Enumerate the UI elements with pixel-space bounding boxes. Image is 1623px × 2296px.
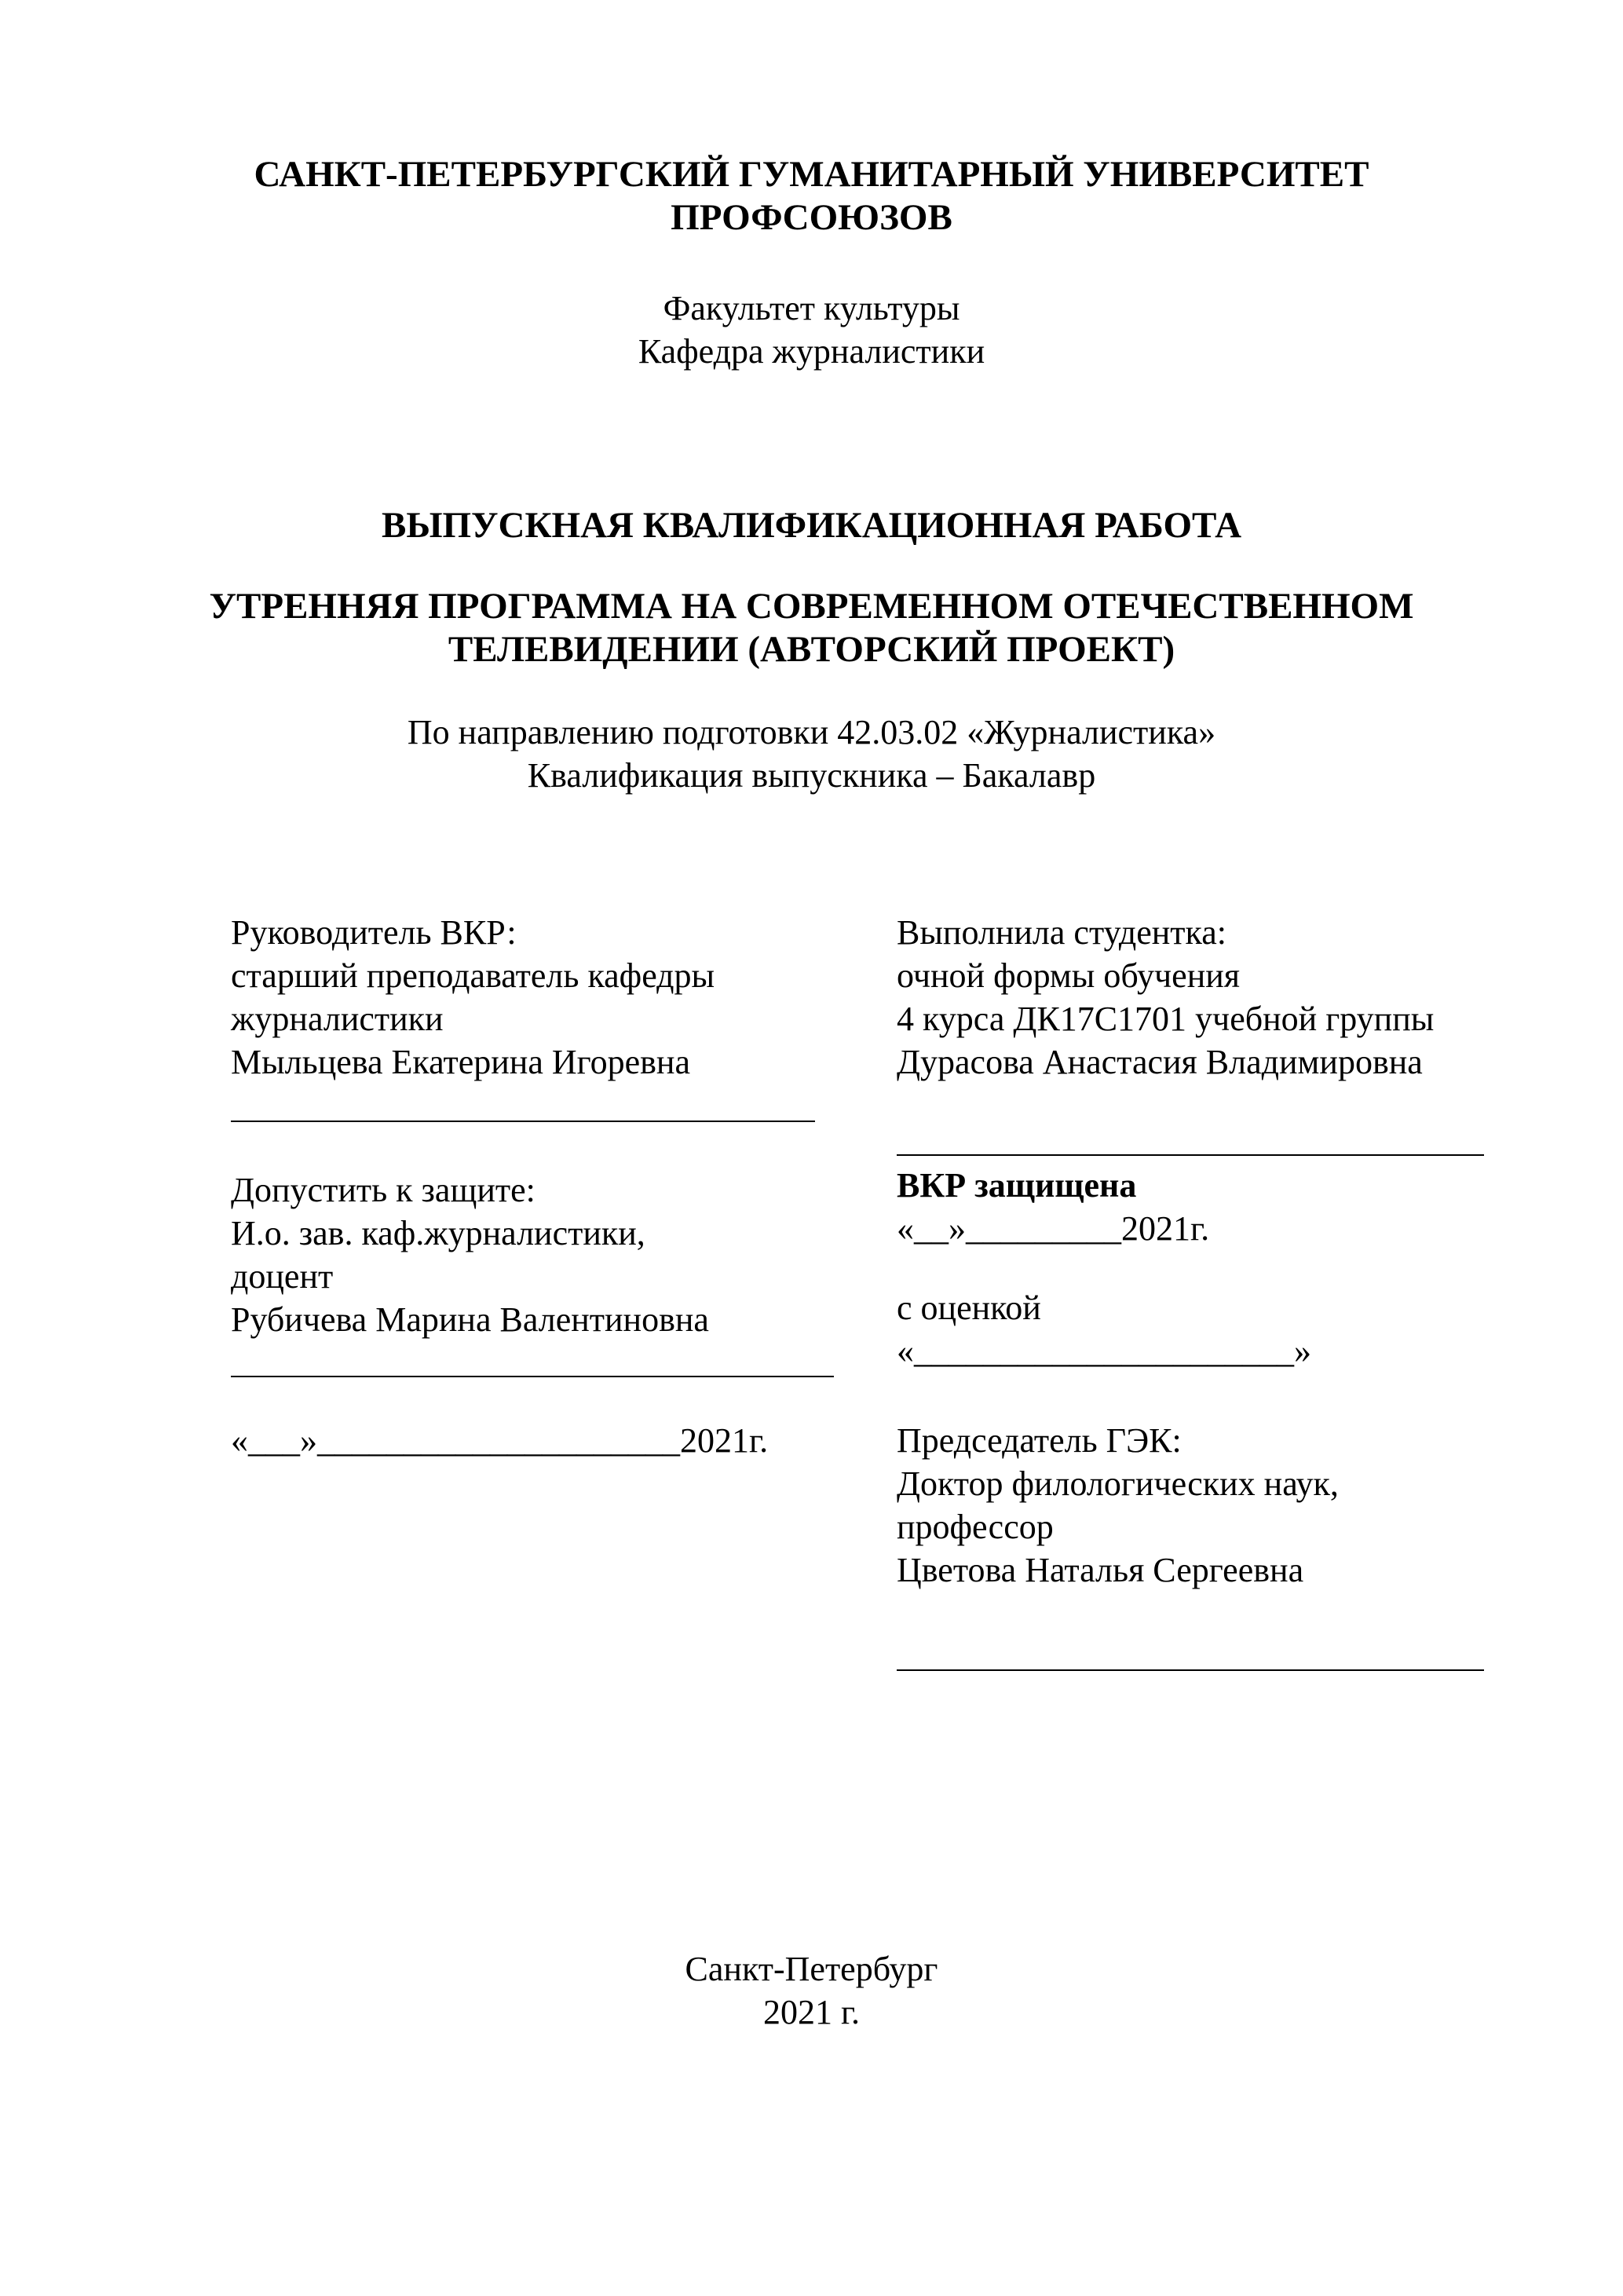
student-signature-line [897,1154,1484,1156]
admission-block [231,1168,709,1341]
work-type: ВЫПУСКНАЯ КВАЛИФИКАЦИОННАЯ РАБОТА [381,505,1242,546]
student-form: очной формы обучения [897,956,1241,995]
university-name-line1: САНКТ-ПЕТЕРБУРГСКИЙ ГУМАНИТАРНЫЙ УНИВЕРСИТЕТ [254,154,1369,195]
chair-heading: Председатель ГЭК: [897,1421,1182,1460]
footer-city: Санкт-Петербург [685,1950,938,1988]
chair-title: профессор [897,1508,1054,1546]
chair-name: Цветова Наталья Сергеевна [897,1551,1304,1589]
chair-degree: Доктор филологических наук, [897,1464,1339,1503]
admission-name: Рубичева Марина Валентиновна [231,1300,709,1339]
defense-heading: ВКР защищена [897,1166,1137,1205]
chair-signature-line [897,1669,1484,1671]
chair-block [897,1419,1339,1592]
grade-blank: «______________________» [897,1332,1311,1370]
faculty: Факультет культуры [663,289,960,327]
supervisor-block [231,911,715,1084]
admission-position-line1: И.о. зав. каф.журналистики, [231,1214,645,1252]
student-group: 4 курса ДК17С1701 учебной группы [897,1000,1435,1038]
supervisor-name: Мыльцева Екатерина Игоревна [231,1043,690,1081]
work-title-line1: УТРЕННЯЯ ПРОГРАММА НА СОВРЕМЕННОМ ОТЕЧЕСТВЕННОМ [209,586,1414,627]
supervisor-signature-line [231,1121,815,1122]
supervisor-position-line1: старший преподаватель кафедры [231,956,715,995]
university-name-line2: ПРОФСОЮЗОВ [671,197,952,238]
student-block [897,911,1434,1084]
student-heading: Выполнила студентка: [897,913,1226,952]
supervisor-heading: Руководитель ВКР: [231,913,517,952]
grade-label: с оценкой [897,1289,1041,1327]
direction: По направлению подготовки 42.03.02 «Журналистика» [407,713,1216,751]
admission-position-line2: доцент [231,1257,334,1296]
admission-date: «___»_____________________2021г. [231,1421,769,1460]
supervisor-position-line2: журналистики [231,1000,444,1038]
footer-year: 2021 г. [762,1993,861,2031]
defense-date: «__»_________2021г. [897,1209,1210,1248]
admission-heading: Допустить к защите: [231,1171,536,1209]
admission-signature-line [231,1376,834,1377]
qualification: Квалификация выпускника – Бакалавр [527,756,1096,795]
department: Кафедра журналистики [638,332,985,371]
work-title-line2: ТЕЛЕВИДЕНИИ (АВТОРСКИЙ ПРОЕКТ) [448,629,1175,670]
student-name: Дурасова Анастасия Владимировна [897,1043,1423,1081]
